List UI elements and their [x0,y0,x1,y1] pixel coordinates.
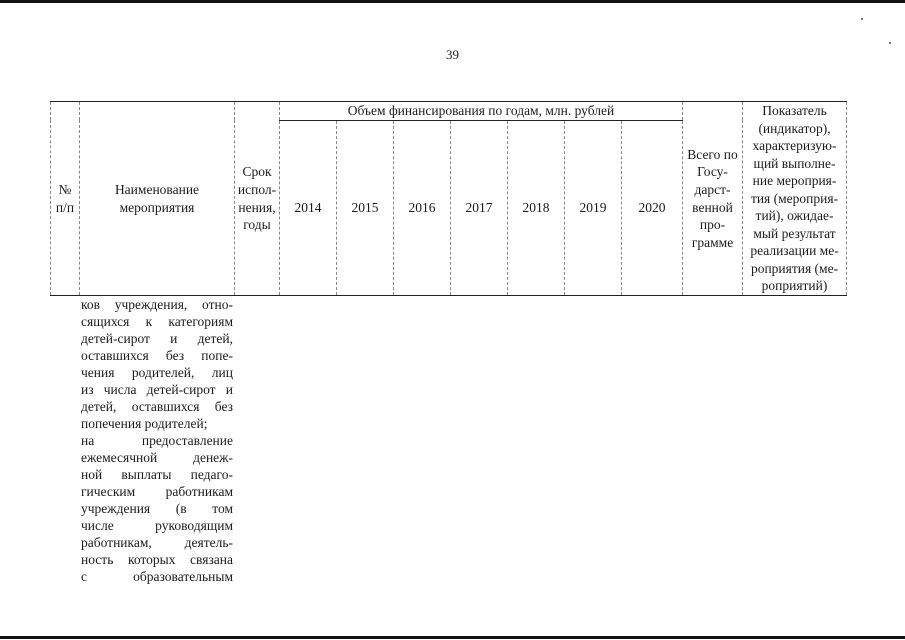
header-total: Всего по Госу- дарст- венной про- грамме [683,102,743,296]
text-line: гическим работникам [81,484,233,499]
scan-speck [861,18,863,20]
header-year-2020: 2020 [622,120,683,295]
text-line: попечения родителей; [81,416,208,431]
header-year-2016: 2016 [394,120,451,295]
text-line: сящихся к категориям [81,314,233,329]
top-rule [0,0,905,3]
text-line: оставшихся без попе- [81,348,233,363]
page-number: 39 [446,47,459,62]
header-year-2017: 2017 [451,120,508,295]
scan-speck [889,42,891,44]
text-line: ность которых связана [81,552,233,567]
text-line: работникам, деятель- [81,535,233,550]
header-funding-group: Объем финансирования по годам, млн. рублей [280,102,683,121]
header-indicator: Показатель (индикатор), характеризую- щий выполне- ние мероприя- тия (мероприя- тий), ожидае- мый результат реализации ме- роприятия (ме- роприятий) [743,102,847,296]
header-year-2015: 2015 [337,120,394,295]
text-line: детей, оставшихся без [81,399,233,414]
header-name: Наименование мероприятия [80,102,235,296]
header-year-2018: 2018 [508,120,565,295]
text-line: на предоставление [81,433,233,448]
measure-name-continuation [81,296,233,585]
bottom-rule [0,636,905,639]
header-year-2014: 2014 [280,120,337,295]
text-line: с образовательным [81,569,233,584]
text-line: чения родителей, лиц [81,365,233,380]
text-line: числе руководящим [81,518,233,533]
text-line: ной выплаты педаго- [81,467,233,482]
text-line: из числа детей-сирот и [81,382,233,397]
header-term: Срок испол- нения, годы [235,102,280,296]
header-number: № п/п [51,102,80,296]
text-line: ков учреждения, отно- [81,297,233,312]
table-header [50,101,847,296]
text-line: детей-сирот и детей, [81,331,233,346]
header-year-2019: 2019 [565,120,622,295]
text-line: ежемесячной денеж- [81,450,233,465]
text-line: учреждения (в том [81,501,233,516]
